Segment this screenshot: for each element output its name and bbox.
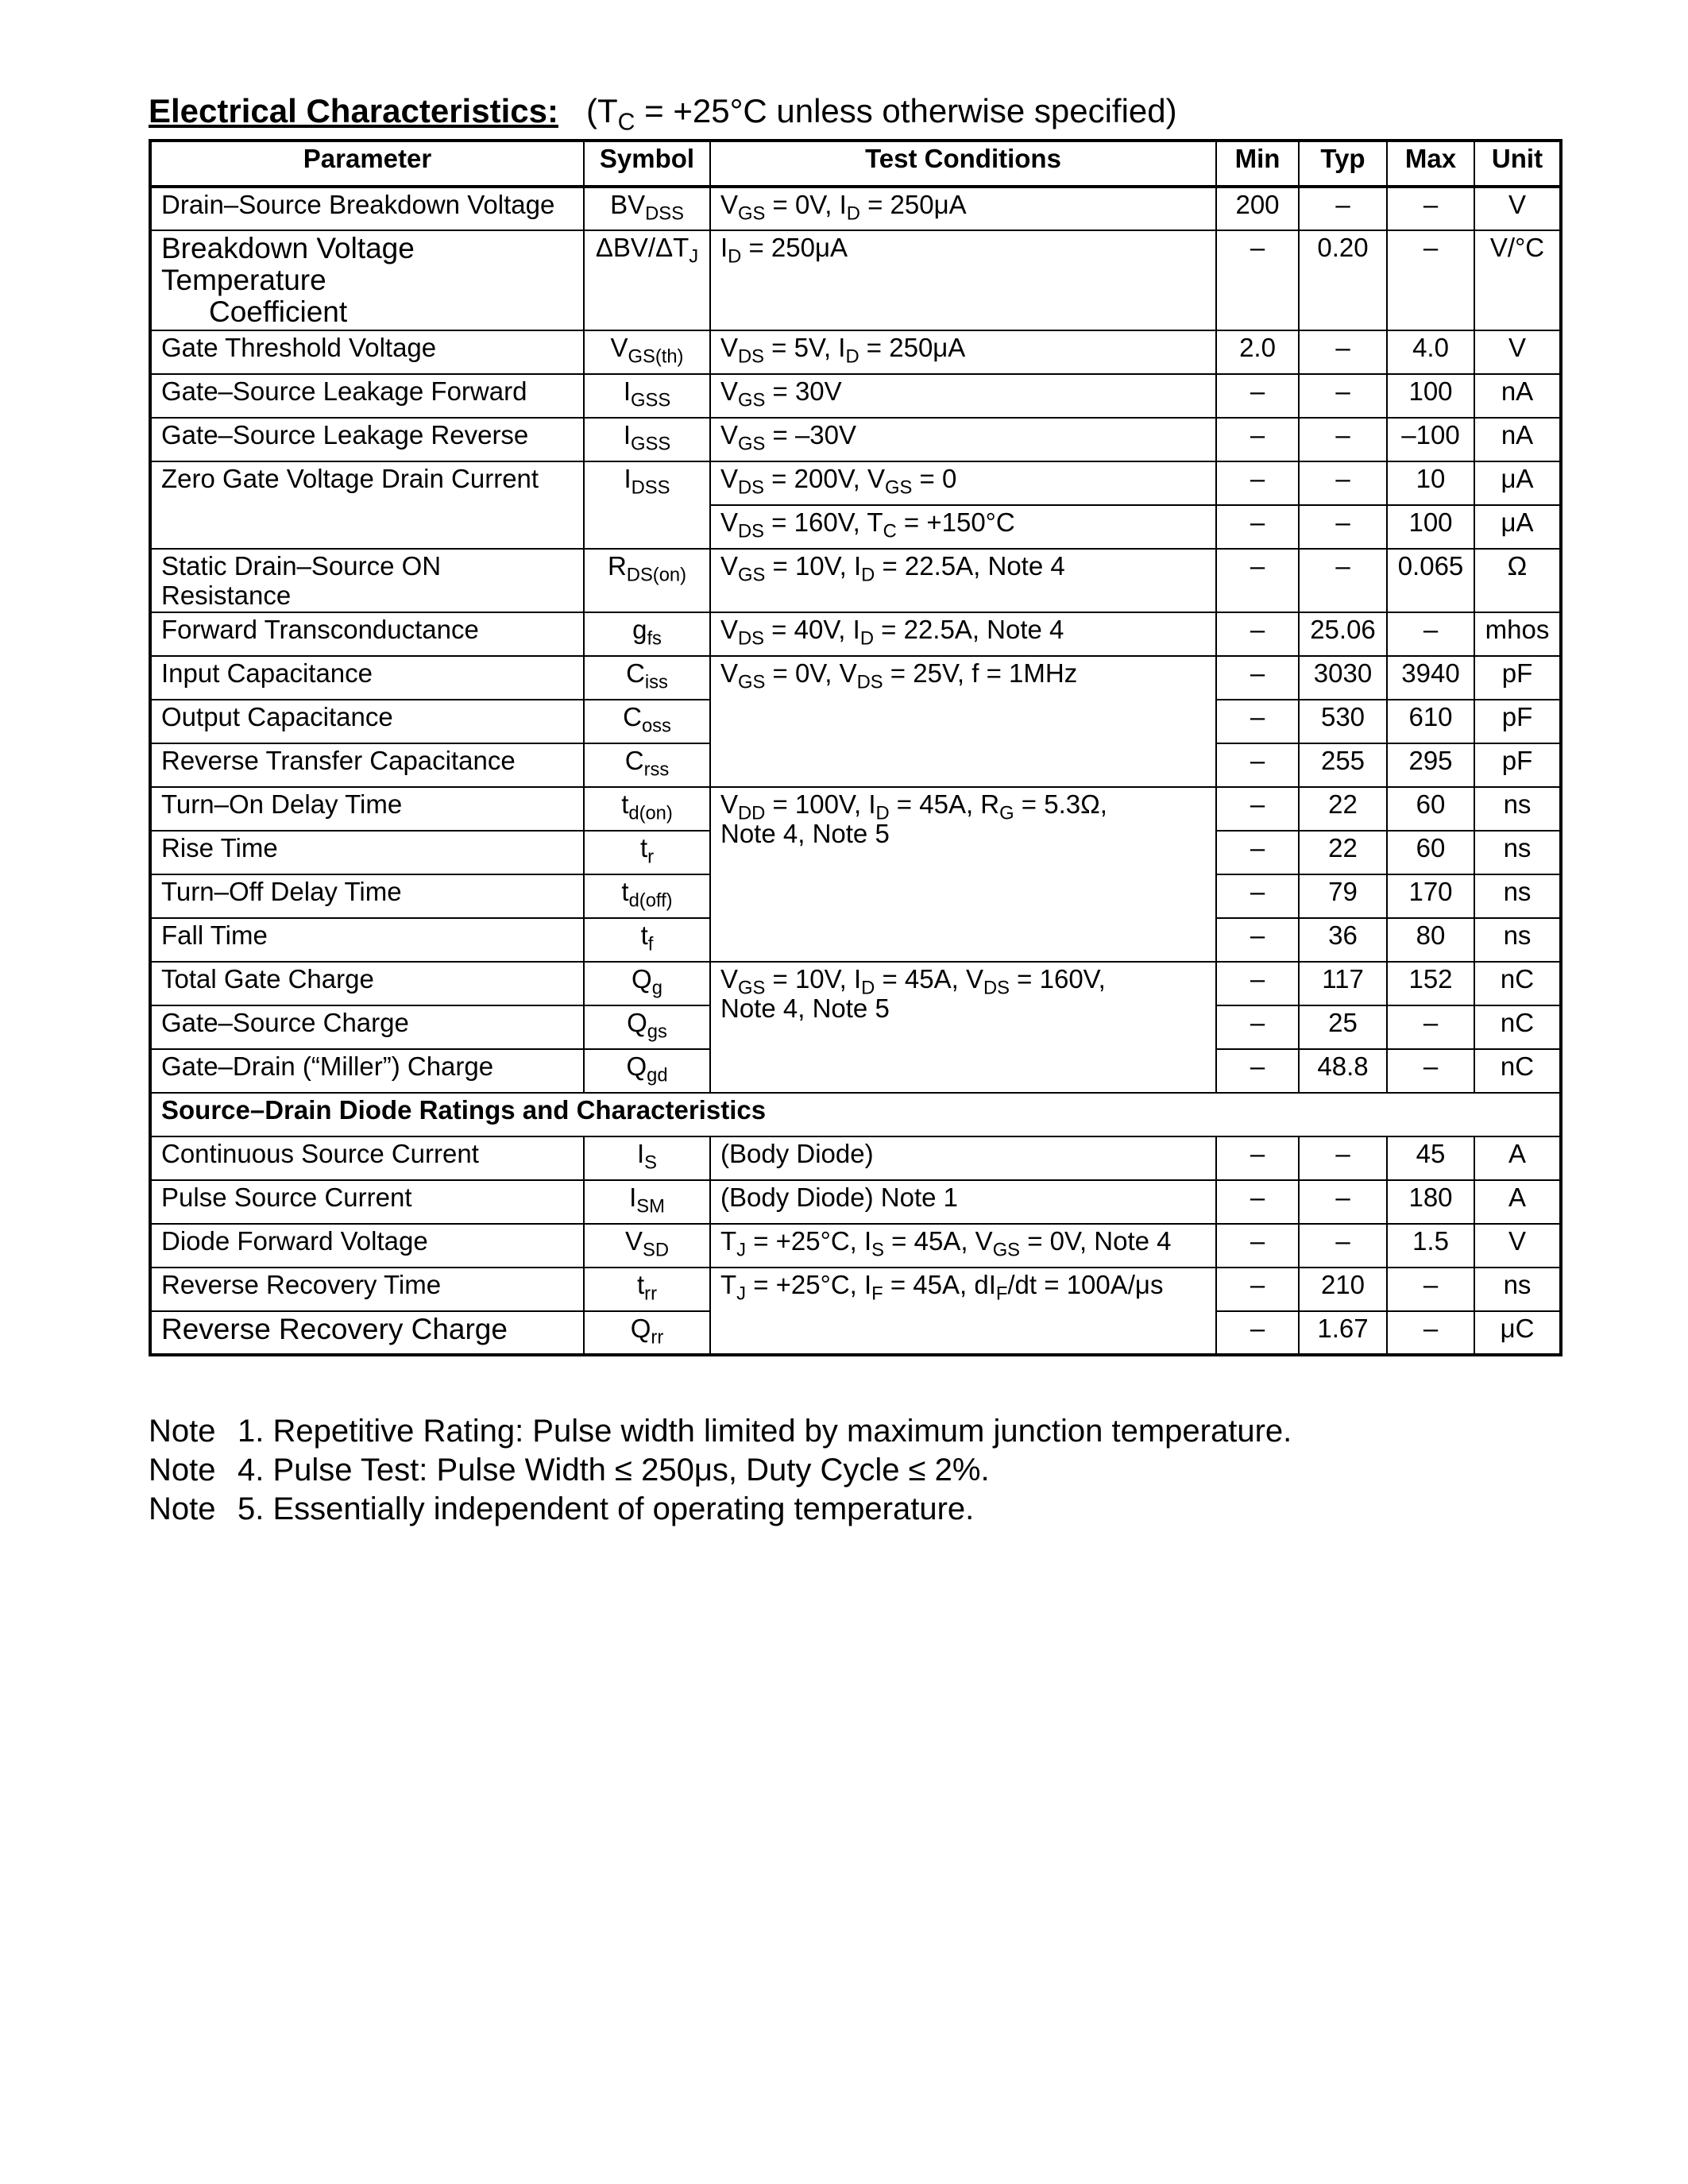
symbol-cell: $t_{d(on)}$ <box>584 787 710 831</box>
table-row <box>150 1224 1561 1268</box>
typ-cell: – <box>1299 1180 1387 1224</box>
unit-cell: nC <box>1474 1049 1561 1093</box>
min-cell: – <box>1216 1311 1299 1355</box>
table-row <box>150 1136 1561 1180</box>
unit-cell: μA <box>1474 505 1561 549</box>
param-cell: Gate–Source Charge <box>150 1005 584 1049</box>
min-cell: – <box>1216 962 1299 1005</box>
min-cell: – <box>1216 787 1299 831</box>
header-min: Min <box>1216 141 1299 187</box>
condition-cell: $V_{DS} = 40V$, $I_D = 22.5A$, Note 4 <box>710 612 1216 656</box>
typ-cell: 22 <box>1299 831 1387 874</box>
max-cell: 610 <box>1387 700 1474 743</box>
symbol-cell: $V_{SD}$ <box>584 1224 710 1268</box>
min-cell: – <box>1216 918 1299 962</box>
unit-cell: pF <box>1474 700 1561 743</box>
typ-cell: 117 <box>1299 962 1387 1005</box>
min-cell: – <box>1216 1268 1299 1311</box>
typ-cell: 0.20 <box>1299 230 1387 330</box>
typ-cell: – <box>1299 187 1387 230</box>
condition-cell: $T_J = +25^\circ C$, $I_S = 45A$, $V_{GS} = 0V$, Note 4 <box>710 1224 1216 1268</box>
header-symbol: Symbol <box>584 141 710 187</box>
unit-cell: V <box>1474 330 1561 374</box>
header-test-conditions: Test Conditions <box>710 141 1216 187</box>
symbol-cell: $t_{d(off)}$ <box>584 874 710 918</box>
condition-cell: $V_{GS} = 0V$, $V_{DS} = 25V$, f = 1MHz <box>710 656 1216 787</box>
symbol-cell: $Q_{gs}$ <box>584 1005 710 1049</box>
max-cell: – <box>1387 230 1474 330</box>
table-row <box>150 374 1561 418</box>
min-cell: – <box>1216 230 1299 330</box>
min-cell: – <box>1216 505 1299 549</box>
param-cell: Reverse Recovery Charge <box>150 1311 584 1355</box>
note-5: Note 5. Essentially independent of operating temperature. <box>149 1491 975 1526</box>
unit-cell: pF <box>1474 656 1561 700</box>
max-cell: 100 <box>1387 505 1474 549</box>
condition-cell: $V_{GS} = 10V$, $I_D = 45A$, $V_{DS} = 160V$, Note 4, Note 5 <box>710 962 1216 1093</box>
min-cell: – <box>1216 1005 1299 1049</box>
typ-cell: – <box>1299 549 1387 612</box>
max-cell: – <box>1387 1311 1474 1355</box>
max-cell: 45 <box>1387 1136 1474 1180</box>
symbol-cell: $C_{oss}$ <box>584 700 710 743</box>
symbol-cell: $Q_g$ <box>584 962 710 1005</box>
min-cell: – <box>1216 700 1299 743</box>
min-cell: – <box>1216 612 1299 656</box>
symbol-cell: $I_{GSS}$ <box>584 374 710 418</box>
param-cell: Reverse Transfer Capacitance <box>150 743 584 787</box>
max-cell: – <box>1387 187 1474 230</box>
typ-cell: 3030 <box>1299 656 1387 700</box>
table-row <box>150 461 1561 505</box>
typ-cell: – <box>1299 1136 1387 1180</box>
symbol-cell: $I_{DSS}$ <box>584 461 710 549</box>
condition-cell: $V_{DS} = 160V$, $T_C = +150^\circ C$ <box>710 505 1216 549</box>
table-row <box>150 330 1561 374</box>
symbol-cell: $R_{DS(on)}$ <box>584 549 710 612</box>
param-cell: Gate–Drain (“Miller”) Charge <box>150 1049 584 1093</box>
symbol-cell: $I_{GSS}$ <box>584 418 710 461</box>
unit-cell: ns <box>1474 874 1561 918</box>
max-cell: 180 <box>1387 1180 1474 1224</box>
note-1: Note 1. Repetitive Rating: Pulse width limited by maximum junction temperature. <box>149 1414 1292 1449</box>
param-cell: Zero Gate Voltage Drain Current <box>150 461 584 549</box>
typ-cell: 79 <box>1299 874 1387 918</box>
param-cell: Forward Transconductance <box>150 612 584 656</box>
typ-cell: – <box>1299 1224 1387 1268</box>
min-cell: – <box>1216 874 1299 918</box>
symbol-cell: $Q_{gd}$ <box>584 1049 710 1093</box>
section-title: Source–Drain Diode Ratings and Characteristics <box>150 1093 1561 1136</box>
table-header-row <box>150 141 1561 187</box>
symbol-cell: $t_r$ <box>584 831 710 874</box>
table-row <box>150 1268 1561 1311</box>
symbol-cell: $BV_{DSS}$ <box>584 187 710 230</box>
table-row <box>150 187 1561 230</box>
max-cell: – <box>1387 1268 1474 1311</box>
condition-cell: $I_D = 250\mu A$ <box>710 230 1216 330</box>
max-cell: 3940 <box>1387 656 1474 700</box>
table-row <box>150 549 1561 612</box>
symbol-cell: $t_f$ <box>584 918 710 962</box>
symbol-cell: $Q_{rr}$ <box>584 1311 710 1355</box>
unit-cell: ns <box>1474 831 1561 874</box>
min-cell: – <box>1216 1180 1299 1224</box>
typ-cell: 530 <box>1299 700 1387 743</box>
min-cell: 2.0 <box>1216 330 1299 374</box>
min-cell: – <box>1216 831 1299 874</box>
symbol-cell: $t_{rr}$ <box>584 1268 710 1311</box>
typ-cell: 36 <box>1299 918 1387 962</box>
param-cell: Gate–Source Leakage Forward <box>150 374 584 418</box>
max-cell: 80 <box>1387 918 1474 962</box>
heading-condition: ($T_C = +25^\circ C$ unless otherwise specified) <box>585 92 1177 136</box>
typ-cell: 25.06 <box>1299 612 1387 656</box>
max-cell: 170 <box>1387 874 1474 918</box>
unit-cell: nC <box>1474 1005 1561 1049</box>
unit-cell: nA <box>1474 374 1561 418</box>
unit-cell: mhos <box>1474 612 1561 656</box>
param-cell: Pulse Source Current <box>150 1180 584 1224</box>
unit-cell: V/°C <box>1474 230 1561 330</box>
max-cell: 295 <box>1387 743 1474 787</box>
typ-cell: – <box>1299 461 1387 505</box>
param-cell: Fall Time <box>150 918 584 962</box>
note-4: Note 4. Pulse Test: Pulse Width ≤ 250μs, Duty Cycle ≤ 2%. <box>149 1453 990 1488</box>
typ-cell: 48.8 <box>1299 1049 1387 1093</box>
symbol-cell: $g_{fs}$ <box>584 612 710 656</box>
typ-cell: 22 <box>1299 787 1387 831</box>
typ-cell: 255 <box>1299 743 1387 787</box>
min-cell: – <box>1216 1049 1299 1093</box>
max-cell: 60 <box>1387 787 1474 831</box>
condition-cell: $V_{DS} = 200V$, $V_{GS} = 0$ <box>710 461 1216 505</box>
unit-cell: pF <box>1474 743 1561 787</box>
heading-title: Electrical Characteristics: <box>149 92 558 129</box>
max-cell: – <box>1387 612 1474 656</box>
typ-cell: – <box>1299 418 1387 461</box>
unit-cell: V <box>1474 1224 1561 1268</box>
max-cell: 4.0 <box>1387 330 1474 374</box>
symbol-cell: ΔBV/$\Delta T_J$ <box>584 230 710 330</box>
max-cell: – <box>1387 1005 1474 1049</box>
unit-cell: nC <box>1474 962 1561 1005</box>
min-cell: – <box>1216 656 1299 700</box>
symbol-cell: $I_{SM}$ <box>584 1180 710 1224</box>
symbol-cell: $I_S$ <box>584 1136 710 1180</box>
typ-cell: – <box>1299 374 1387 418</box>
param-cell: Turn–Off Delay Time <box>150 874 584 918</box>
typ-cell: 210 <box>1299 1268 1387 1311</box>
electrical-characteristics-table <box>149 139 1562 1356</box>
param-cell: Turn–On Delay Time <box>150 787 584 831</box>
max-cell: –100 <box>1387 418 1474 461</box>
min-cell: 200 <box>1216 187 1299 230</box>
section-heading <box>149 89 1177 136</box>
max-cell: 152 <box>1387 962 1474 1005</box>
unit-cell: Ω <box>1474 549 1561 612</box>
table-row <box>150 230 1561 330</box>
min-cell: – <box>1216 374 1299 418</box>
unit-cell: A <box>1474 1136 1561 1180</box>
header-parameter: Parameter <box>150 141 584 187</box>
unit-cell: ns <box>1474 787 1561 831</box>
min-cell: – <box>1216 418 1299 461</box>
section-header-row <box>150 1093 1561 1136</box>
unit-cell: A <box>1474 1180 1561 1224</box>
notes-block <box>149 1412 1292 1529</box>
table-row <box>150 612 1561 656</box>
param-cell: Breakdown Voltage Temperature Coefficient <box>150 230 584 330</box>
condition-cell: $V_{GS} = -30V$ <box>710 418 1216 461</box>
unit-cell: nA <box>1474 418 1561 461</box>
condition-cell: $V_{DS} = 5V$, $I_D = 250\mu A$ <box>710 330 1216 374</box>
max-cell: 1.5 <box>1387 1224 1474 1268</box>
unit-cell: μA <box>1474 461 1561 505</box>
condition-cell: $V_{GS} = 0V$, $I_D = 250\mu A$ <box>710 187 1216 230</box>
header-max: Max <box>1387 141 1474 187</box>
typ-cell: 25 <box>1299 1005 1387 1049</box>
symbol-cell: $V_{GS(th)}$ <box>584 330 710 374</box>
condition-cell: $V_{DD} = 100V$, $I_D = 45A$, $R_G = 5.3\Omega$, Note 4, Note 5 <box>710 787 1216 962</box>
param-cell: Total Gate Charge <box>150 962 584 1005</box>
min-cell: – <box>1216 1224 1299 1268</box>
unit-cell: ns <box>1474 918 1561 962</box>
param-cell: Input Capacitance <box>150 656 584 700</box>
condition-cell: $V_{GS} = 30V$ <box>710 374 1216 418</box>
typ-cell: – <box>1299 505 1387 549</box>
param-cell: Gate–Source Leakage Reverse <box>150 418 584 461</box>
max-cell: 0.065 <box>1387 549 1474 612</box>
max-cell: – <box>1387 1049 1474 1093</box>
min-cell: – <box>1216 743 1299 787</box>
condition-cell: $V_{GS} = 10V$, $I_D = 22.5A$, Note 4 <box>710 549 1216 612</box>
table-row <box>150 656 1561 700</box>
param-cell: Continuous Source Current <box>150 1136 584 1180</box>
condition-cell: $T_J = +25^\circ C$, $I_F = 45A$, $dI_F/dt = 100A/\mu s$ <box>710 1268 1216 1355</box>
header-unit: Unit <box>1474 141 1561 187</box>
symbol-cell: $C_{iss}$ <box>584 656 710 700</box>
param-cell: Static Drain–Source ON Resistance <box>150 549 584 612</box>
param-cell: Output Capacitance <box>150 700 584 743</box>
param-cell: Drain–Source Breakdown Voltage <box>150 187 584 230</box>
typ-cell: – <box>1299 330 1387 374</box>
param-cell: Rise Time <box>150 831 584 874</box>
table-row <box>150 787 1561 831</box>
max-cell: 10 <box>1387 461 1474 505</box>
min-cell: – <box>1216 549 1299 612</box>
max-cell: 60 <box>1387 831 1474 874</box>
table-row <box>150 962 1561 1005</box>
unit-cell: μC <box>1474 1311 1561 1355</box>
condition-cell: (Body Diode) Note 1 <box>710 1180 1216 1224</box>
table-row <box>150 418 1561 461</box>
param-cell: Diode Forward Voltage <box>150 1224 584 1268</box>
condition-cell: (Body Diode) <box>710 1136 1216 1180</box>
max-cell: 100 <box>1387 374 1474 418</box>
param-cell: Gate Threshold Voltage <box>150 330 584 374</box>
min-cell: – <box>1216 1136 1299 1180</box>
param-cell: Reverse Recovery Time <box>150 1268 584 1311</box>
table-row <box>150 1180 1561 1224</box>
symbol-cell: $C_{rss}$ <box>584 743 710 787</box>
typ-cell: 1.67 <box>1299 1311 1387 1355</box>
min-cell: – <box>1216 461 1299 505</box>
unit-cell: ns <box>1474 1268 1561 1311</box>
unit-cell: V <box>1474 187 1561 230</box>
header-typ: Typ <box>1299 141 1387 187</box>
